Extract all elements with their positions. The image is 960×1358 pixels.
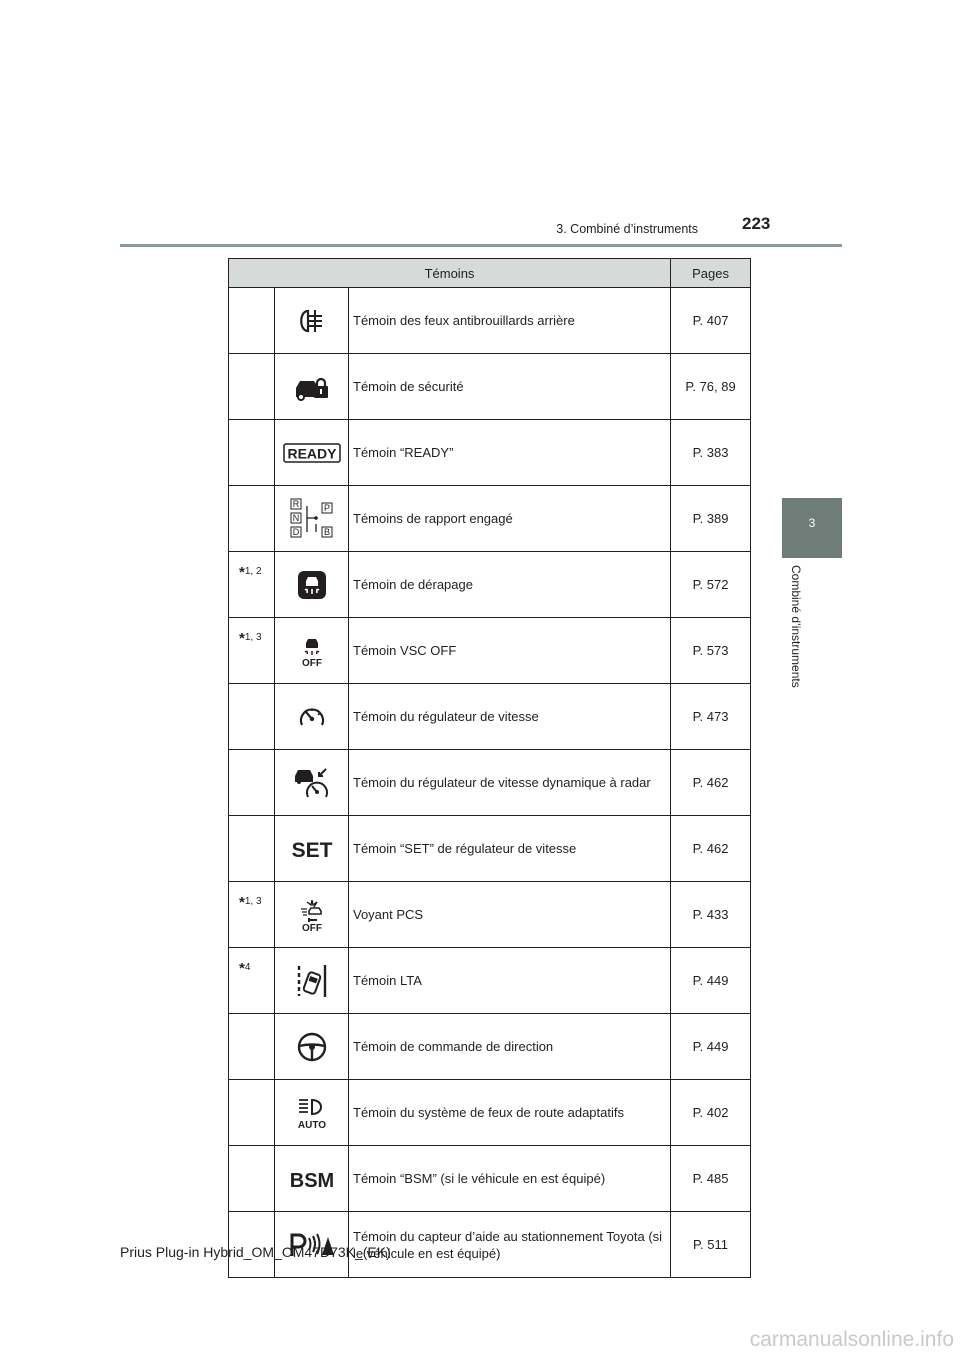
table-row — [229, 816, 751, 882]
cruise-control-icon — [276, 703, 347, 731]
row-description: Témoin de commande de direction — [349, 1014, 671, 1080]
svg-text:P: P — [323, 502, 330, 513]
indicator-table — [228, 258, 751, 1278]
row-description: Témoin “READY” — [349, 420, 671, 486]
shift-position-icon — [276, 498, 347, 540]
svg-text:OFF: OFF — [301, 657, 322, 667]
row-description: Témoin de dérapage — [349, 552, 671, 618]
section-title: 3. Combiné d’instruments — [556, 222, 698, 236]
svg-text:READY: READY — [286, 445, 337, 461]
table-row — [229, 684, 751, 750]
adaptive-high-beam-auto-icon — [276, 1097, 347, 1129]
row-pages[interactable]: P. 462 — [671, 750, 751, 816]
row-note — [229, 1080, 275, 1146]
row-note — [229, 354, 275, 420]
chapter-tab[interactable] — [782, 498, 842, 558]
row-pages[interactable]: P. 449 — [671, 948, 751, 1014]
row-description: Témoin “SET” de régulateur de vitesse — [349, 816, 671, 882]
row-pages[interactable]: P. 573 — [671, 618, 751, 684]
table-row — [229, 618, 751, 684]
radar-cruise-control-icon — [276, 766, 347, 800]
row-description: Témoin “BSM” (si le véhicule en est équipé) — [349, 1146, 671, 1212]
row-note — [229, 288, 275, 354]
table-row — [229, 1146, 751, 1212]
row-pages[interactable]: P. 402 — [671, 1080, 751, 1146]
row-pages[interactable]: P. 511 — [671, 1212, 751, 1278]
row-pages[interactable]: P. 485 — [671, 1146, 751, 1212]
row-pages[interactable]: P. 572 — [671, 552, 751, 618]
row-description: Témoin VSC OFF — [349, 618, 671, 684]
pcs-off-icon — [276, 898, 347, 932]
security-car-lock-icon — [276, 373, 347, 401]
row-description: Témoins de rapport engagé — [349, 486, 671, 552]
row-pages[interactable]: P. 76, 89 — [671, 354, 751, 420]
table-row — [229, 420, 751, 486]
vsc-off-icon — [276, 635, 347, 667]
row-pages[interactable]: P. 462 — [671, 816, 751, 882]
page-number: 223 — [742, 214, 771, 233]
row-pages[interactable]: P. 449 — [671, 1014, 751, 1080]
lta-icon — [276, 963, 347, 999]
table-row — [229, 1014, 751, 1080]
table-row — [229, 948, 751, 1014]
table-header-row — [229, 259, 751, 288]
row-description: Témoin du capteur d’aide au stationnement Toyota (si le véhicule en est équipé) — [349, 1212, 671, 1278]
row-description: Témoin de sécurité — [349, 354, 671, 420]
row-pages[interactable]: P. 473 — [671, 684, 751, 750]
table-row — [229, 288, 751, 354]
row-description: Voyant PCS — [349, 882, 671, 948]
watermark[interactable]: carmanualsonline.info — [749, 1328, 954, 1351]
svg-text:N: N — [292, 512, 299, 523]
table-row — [229, 1080, 751, 1146]
row-pages[interactable]: P. 433 — [671, 882, 751, 948]
steering-control-icon — [276, 1031, 347, 1063]
row-note — [229, 1146, 275, 1212]
table-row — [229, 882, 751, 948]
row-pages[interactable]: P. 383 — [671, 420, 751, 486]
row-note: *$^{1, 3}$ — [229, 882, 275, 948]
table-row — [229, 486, 751, 552]
row-pages[interactable]: P. 407 — [671, 288, 751, 354]
rear-fog-light-icon — [276, 307, 347, 335]
svg-text:R: R — [292, 498, 299, 509]
cruise-set-icon — [276, 837, 347, 861]
row-note — [229, 750, 275, 816]
table-row — [229, 750, 751, 816]
footer-manual-id: Prius Plug-in Hybrid_OM_OM47D73K_(EK) — [120, 1244, 391, 1260]
slip-indicator-icon — [276, 570, 347, 600]
svg-text:OFF: OFF — [301, 922, 322, 932]
row-note: *$^{1, 3}$ — [229, 618, 275, 684]
bsm-icon — [276, 1167, 347, 1191]
row-note: *$^{1, 2}$ — [229, 552, 275, 618]
row-description: Témoin du système de feux de route adaptatifs — [349, 1080, 671, 1146]
row-description: Témoin des feux antibrouillards arrière — [349, 288, 671, 354]
row-note — [229, 1014, 275, 1080]
row-note — [229, 420, 275, 486]
table-row — [229, 354, 751, 420]
chapter-tab-label: Combiné d’instruments — [789, 565, 803, 688]
row-note — [229, 486, 275, 552]
row-note: *$^4$ — [229, 948, 275, 1014]
svg-text:AUTO: AUTO — [297, 1119, 326, 1129]
chapter-tab-number: 3 — [808, 516, 816, 530]
row-note — [229, 684, 275, 750]
table-row — [229, 552, 751, 618]
svg-text:BSM: BSM — [289, 1169, 334, 1191]
row-description: Témoin du régulateur de vitesse — [349, 684, 671, 750]
col-header-pages: Pages — [671, 259, 751, 288]
svg-text:B: B — [323, 526, 330, 537]
row-description: Témoin LTA — [349, 948, 671, 1014]
row-pages[interactable]: P. 389 — [671, 486, 751, 552]
svg-text:D: D — [292, 526, 299, 537]
svg-text:SET: SET — [291, 838, 332, 861]
row-note — [229, 816, 275, 882]
col-header-indicators: Témoins — [229, 259, 671, 288]
header-rule — [120, 244, 842, 247]
row-description: Témoin du régulateur de vitesse dynamique à radar — [349, 750, 671, 816]
ready-icon — [276, 443, 347, 463]
